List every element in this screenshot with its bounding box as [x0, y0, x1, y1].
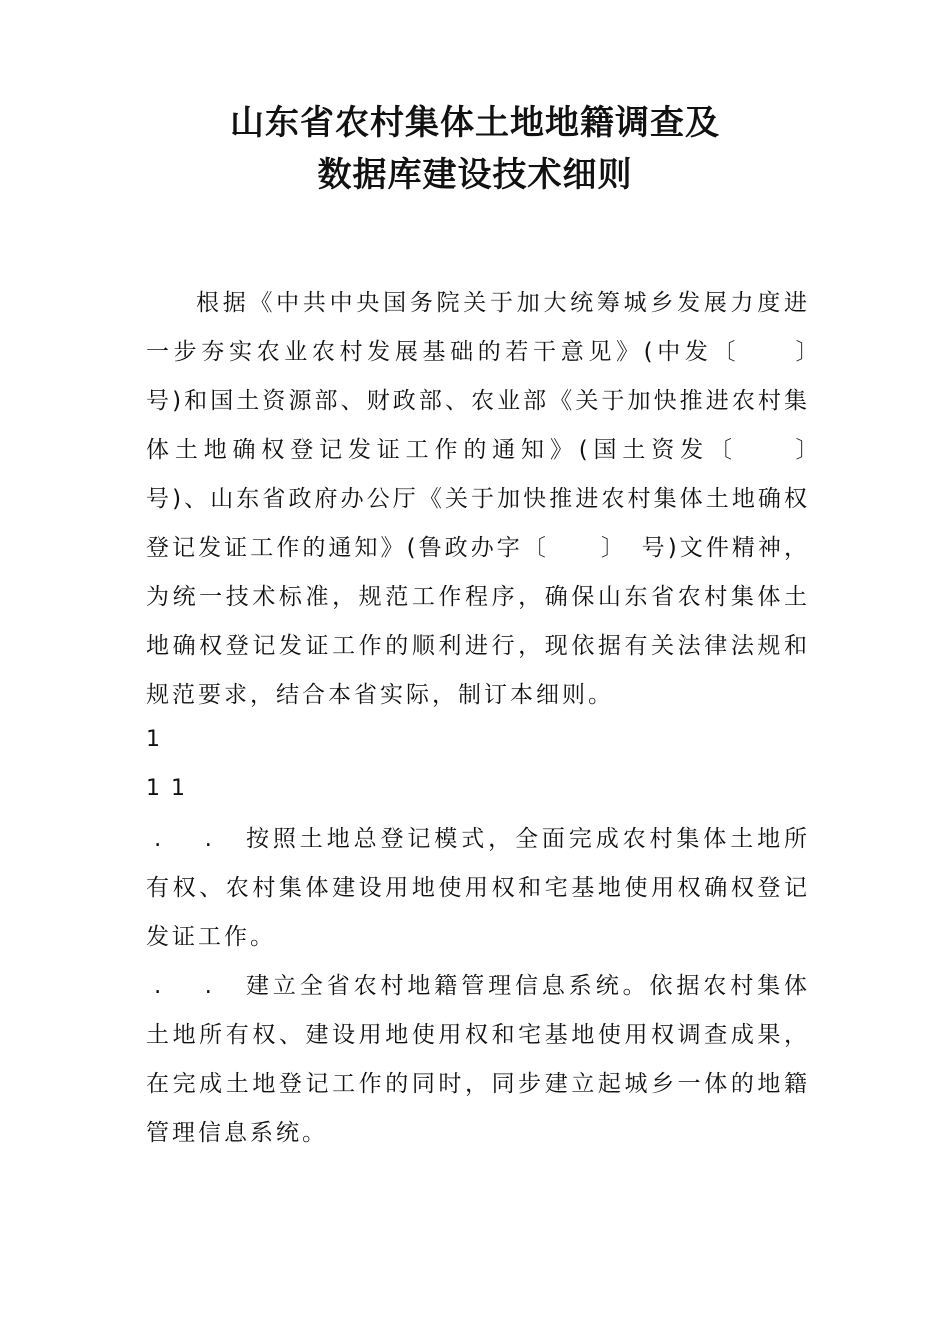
list-item — [146, 815, 810, 962]
intro-paragraph: 根据《中共中央国务院关于加大统筹城乡发展力度进一步夯实农业农村发展基础的若干意见》(中发〔 〕 号)和国土资源部、财政部、农业部《关于加快推进农村集体土地确权登记发证工作的通知》(国土资发〔 〕 号)、山东省政府办公厅《关于加快推进农村集体土地确权登记发证工作的通知》(鲁政办字〔 〕 号)文件精神，为统一技术标准，规范工作程序，确保山东省农村集体土地确权登记发证工作的顺利进行，现依据有关法律法规和规范要求，结合本省实际，制订本细则。 — [146, 290, 836, 708]
document-title-line-2: 数据库建设技术细则 — [317, 155, 633, 195]
section-heading-1-1: 1￼ 1 ￼￼￼￼￼ — [146, 776, 214, 801]
section-heading-1: 1 ￼ ￼ — [146, 727, 216, 752]
list-item-number: . . — [154, 973, 230, 999]
list-item-text: 按照土地总登记模式，全面完成农村集体土地所有权、农村集体建设用地使用权和宅基地使用权确权登记发证工作。 — [146, 826, 810, 950]
list-item-number: . . — [154, 826, 230, 852]
document-title-line-1: 山东省农村集体土地地籍调查及 — [230, 103, 720, 143]
list-item-text: 建立全省农村地籍管理信息系统。依据农村集体土地所有权、建设用地使用权和宅基地使用权调查成果，在完成土地登记工作的同时，同步建立起城乡一体的地籍管理信息系统。 — [146, 973, 810, 1146]
list-item — [146, 962, 810, 1158]
